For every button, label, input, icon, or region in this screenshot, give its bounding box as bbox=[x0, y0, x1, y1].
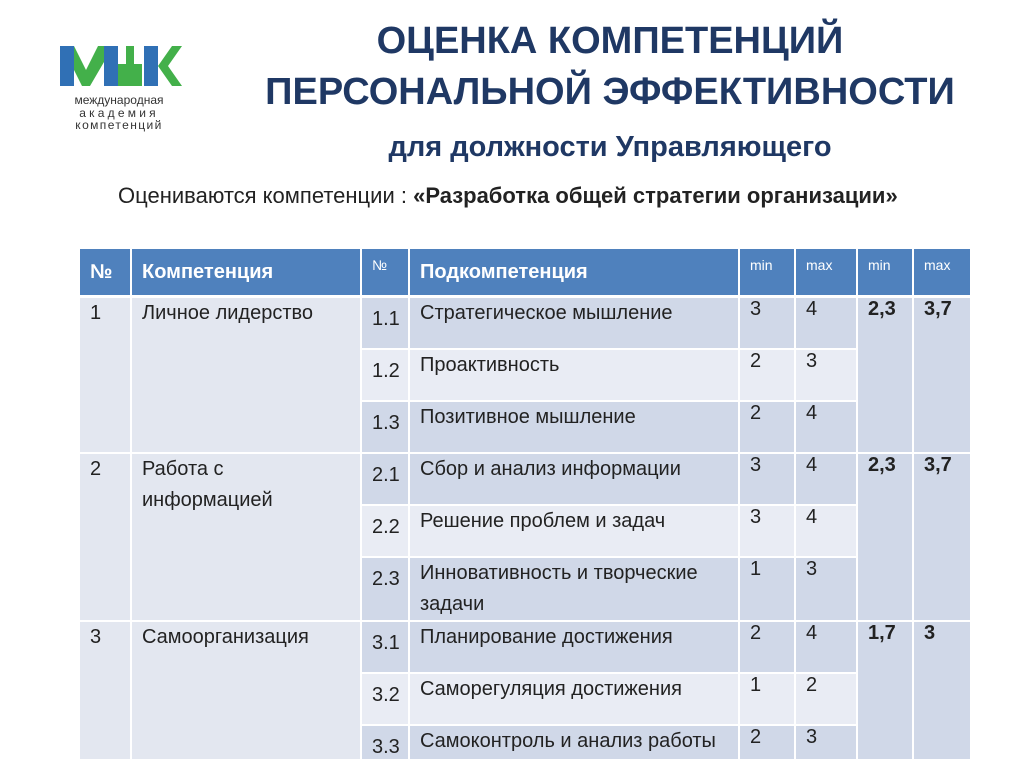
sub-min: 2 bbox=[739, 349, 795, 401]
table-header-row bbox=[79, 248, 971, 297]
group-max: 3,7 bbox=[913, 453, 971, 621]
sub-name: Сбор и анализ информации bbox=[409, 453, 739, 505]
competency-table bbox=[78, 247, 972, 761]
header-sub-num: № bbox=[361, 248, 409, 297]
sub-code: 2.1 bbox=[361, 453, 409, 505]
table-row bbox=[79, 621, 971, 673]
sub-name: Саморегуляция достижения bbox=[409, 673, 739, 725]
page-subtitle: для должности Управляющего bbox=[388, 131, 832, 163]
group-max: 3,7 bbox=[913, 297, 971, 454]
table-row bbox=[79, 453, 971, 505]
sub-min: 3 bbox=[739, 453, 795, 505]
sub-name: Инновативность и творческие задачи bbox=[409, 557, 739, 621]
lead-competency: «Разработка общей стратегии организации» bbox=[413, 183, 898, 208]
sub-min: 2 bbox=[739, 621, 795, 673]
sub-code: 2.3 bbox=[361, 557, 409, 621]
lead-text bbox=[118, 182, 898, 209]
group-max: 3 bbox=[913, 621, 971, 760]
group-min: 2,3 bbox=[857, 297, 913, 454]
sub-max: 4 bbox=[795, 401, 857, 453]
sub-max: 3 bbox=[795, 557, 857, 621]
logo-line-2: академия bbox=[79, 105, 159, 120]
header-num: № bbox=[79, 248, 131, 297]
sub-max: 4 bbox=[795, 505, 857, 557]
sub-name: Позитивное мышление bbox=[409, 401, 739, 453]
sub-max: 3 bbox=[795, 349, 857, 401]
sub-max: 2 bbox=[795, 673, 857, 725]
group-num: 2 bbox=[79, 453, 131, 621]
header-group-max: max bbox=[913, 248, 971, 297]
sub-code: 3.1 bbox=[361, 621, 409, 673]
sub-min: 2 bbox=[739, 401, 795, 453]
group-name: Самоорганизация bbox=[131, 621, 361, 760]
sub-name: Стратегическое мышление bbox=[409, 297, 739, 350]
group-min: 2,3 bbox=[857, 453, 913, 621]
sub-name: Планирование достижения bbox=[409, 621, 739, 673]
logo-line-3: компетенций bbox=[75, 118, 163, 132]
sub-min: 3 bbox=[739, 297, 795, 350]
sub-code: 1.2 bbox=[361, 349, 409, 401]
header-min: min bbox=[739, 248, 795, 297]
lead-prefix: Оцениваются компетенции : bbox=[118, 183, 414, 208]
sub-code: 1.3 bbox=[361, 401, 409, 453]
header-max: max bbox=[795, 248, 857, 297]
group-num: 3 bbox=[79, 621, 131, 760]
sub-name: Самоконтроль и анализ работы bbox=[409, 725, 739, 760]
page-title-line-2: ПЕРСОНАЛЬНОЙ ЭФФЕКТИВНОСТИ bbox=[265, 71, 955, 113]
sub-min: 1 bbox=[739, 673, 795, 725]
header-competency: Компетенция bbox=[131, 248, 361, 297]
sub-code: 1.1 bbox=[361, 297, 409, 350]
table-row bbox=[79, 297, 971, 350]
sub-max: 4 bbox=[795, 453, 857, 505]
sub-max: 4 bbox=[795, 621, 857, 673]
sub-max: 3 bbox=[795, 725, 857, 760]
group-name: Личное лидерство bbox=[131, 297, 361, 454]
header-group-min: min bbox=[857, 248, 913, 297]
group-name: Работа с информацией bbox=[131, 453, 361, 621]
logo-line-1: международная bbox=[74, 93, 164, 107]
group-min: 1,7 bbox=[857, 621, 913, 760]
sub-code: 3.3 bbox=[361, 725, 409, 760]
page-title-line-1: ОЦЕНКА КОМПЕТЕНЦИЙ bbox=[376, 20, 844, 62]
logo bbox=[54, 40, 184, 130]
sub-name: Проактивность bbox=[409, 349, 739, 401]
sub-min: 1 bbox=[739, 557, 795, 621]
logo-mark-icon bbox=[54, 40, 184, 92]
sub-code: 2.2 bbox=[361, 505, 409, 557]
sub-min: 3 bbox=[739, 505, 795, 557]
sub-max: 4 bbox=[795, 297, 857, 350]
sub-name: Решение проблем и задач bbox=[409, 505, 739, 557]
sub-min: 2 bbox=[739, 725, 795, 760]
header-subcompetency: Подкомпетенция bbox=[409, 248, 739, 297]
sub-code: 3.2 bbox=[361, 673, 409, 725]
group-num: 1 bbox=[79, 297, 131, 454]
